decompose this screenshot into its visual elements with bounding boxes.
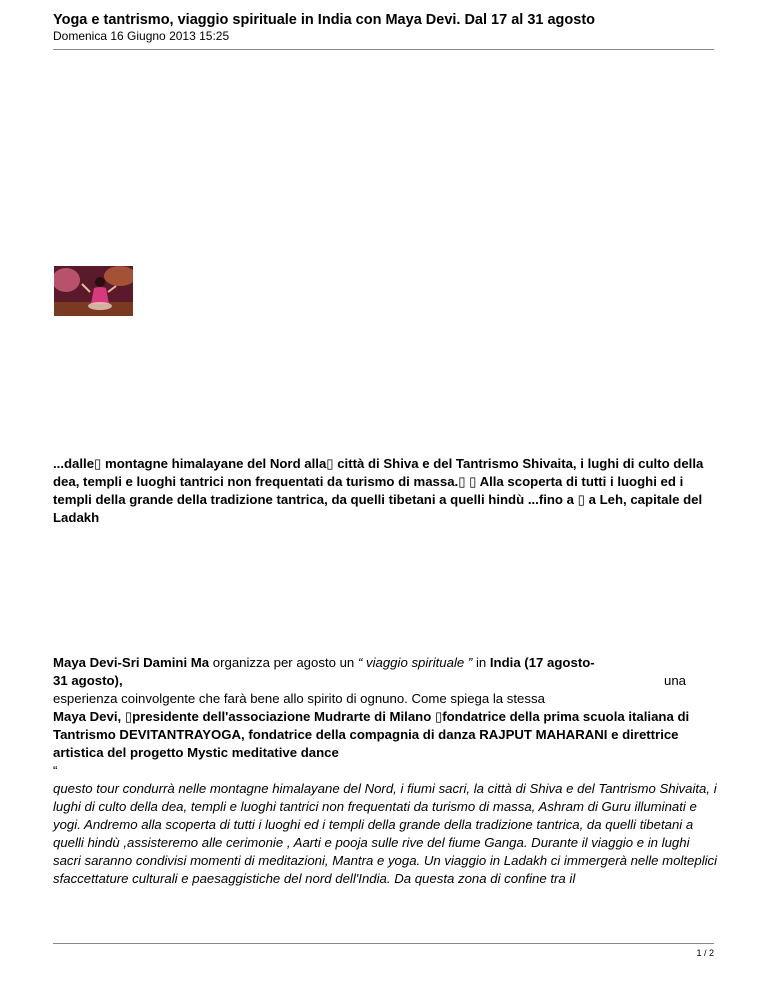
article-title: Yoga e tantrismo, viaggio spirituale in India con Maya Devi. Dal 17 al 31 agosto [53,12,596,28]
in-word: in [472,655,490,670]
organizes-text: organizza per agosto un [209,655,358,670]
footer-divider [53,943,714,944]
author-credentials: Maya Devi, ▯presidente dell'associazione Mudrarte di Milano ▯fondatrice della prima scuola italiana di Tantrismo DEVITANTRAYOGA, fondatrice della compagnia di danza RAJPUT MAHARANI e direttrice artistica del progetto Mystic meditative dance [53,709,690,760]
intro-paragraph: ...dalle▯ montagne himalayane del Nord alla▯ città di Shiva e del Tantrismo Shivaita, i lughi di culto della dea, templi e luoghi tantrici non frequentati da turismo di massa.▯ ▯ Alla scoperta di tutti i luoghi ed i templi della grande della tradizione tantrica, da quelli tibetani a quelli hindù ...fino a ▯ a Leh, capitale del Ladakh [53,456,704,525]
quote-mark: “ [53,763,58,778]
author-name: Maya Devi-Sri Damini Ma [53,655,210,670]
page-number: 1 / 2 [696,948,714,958]
article-date: Domenica 16 Giugno 2013 15:25 [53,29,230,43]
trip-label: “ viaggio spirituale ” [357,655,473,670]
quote-text: questo tour condurrà nelle montagne himalayane del Nord, i fiumi sacri, la città di Shiva e del Tantrismo Shivaita, i lughi di culto della dea, templi e luoghi tantrici non frequentati da turismo di massa, Ashram di Guru illuminati e yogi. Andremo alla scoperta di tutti i luoghi ed i templi della grande della tradizione tantrica, da quelli tibetani a quelli hindù ,assisteremo alle cerimonie , Aarti e pooja sulle rive del fiume Ganga. Durante il viaggio e in lughi sacri saranno condivisi momenti di meditazioni, Mantra e yoga. Un viaggio in Ladakh ci immergerà nelle molteplici sfaccettature culturali e paesaggistiche del nord dell'India. Da questa zona di confine tra il [53,781,718,886]
trip-dates-start: India (17 agosto- [489,655,595,670]
article-body [53,654,721,888]
experience-text: esperienza coinvolgente che farà bene allo spirito di ognuno. Come spiega la stessa [53,691,545,706]
una-word: una [663,673,686,688]
header-divider [53,49,714,50]
dates-line [53,672,721,690]
dancer-photo [54,266,133,316]
trip-dates-end: 31 agosto), [53,673,123,688]
body-first-line [53,654,721,672]
page-header [53,12,714,43]
